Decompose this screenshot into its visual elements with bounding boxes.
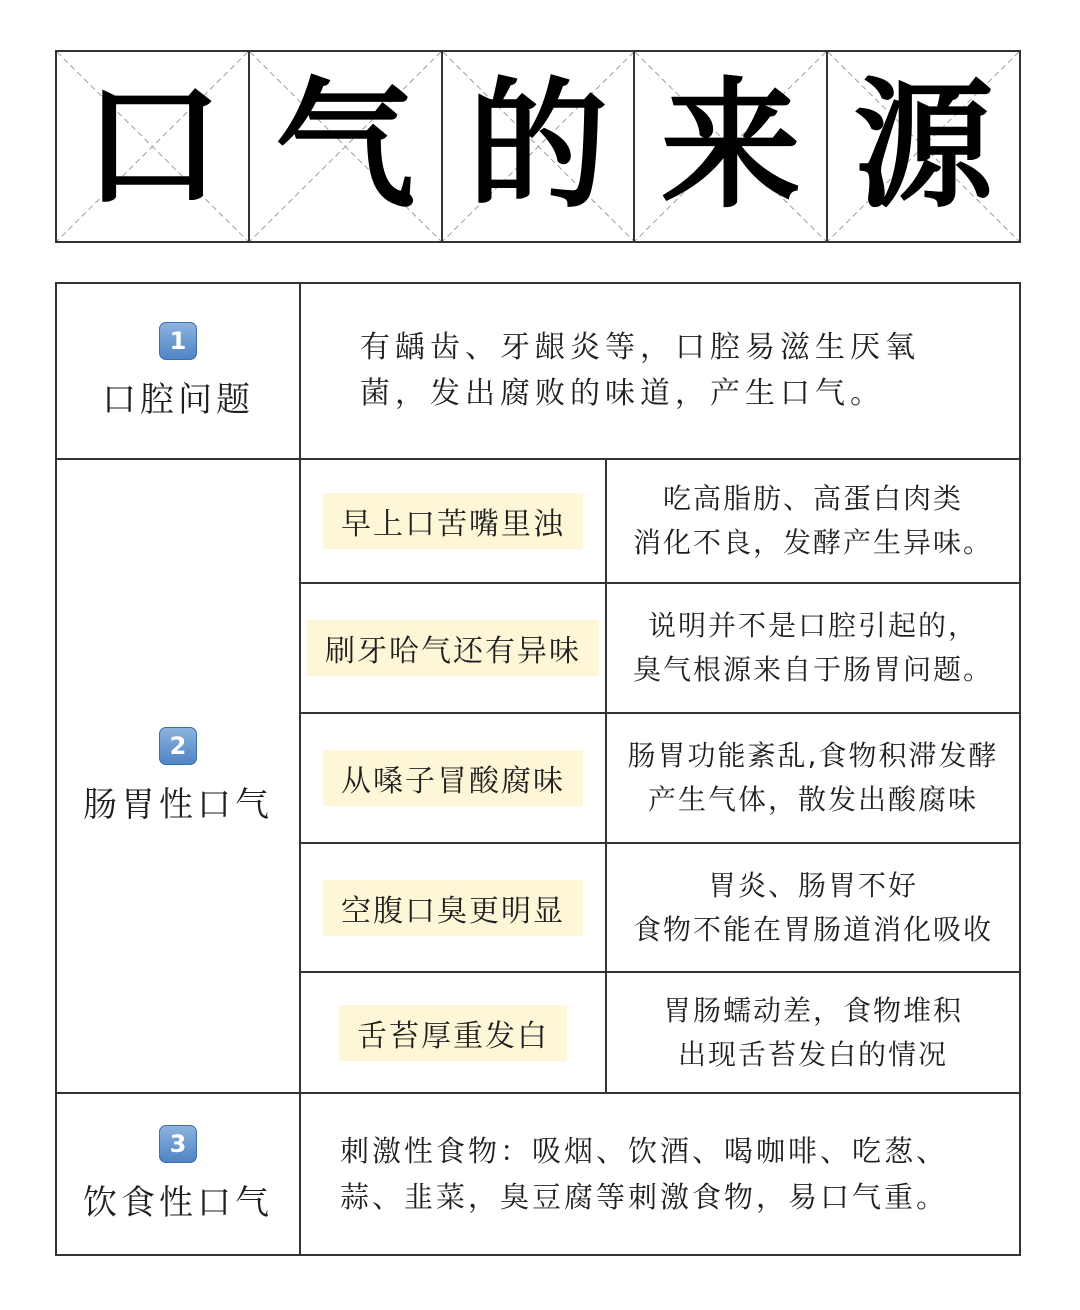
symptom-cell [301,844,607,971]
category-label: 口腔问题 [102,379,254,420]
symptom-row [301,584,1019,714]
explanation-line: 吃高脂肪、高蛋白肉类 [662,482,963,515]
explanation-line: 胃炎、肠胃不好 [707,868,918,902]
symptom-cell [301,973,607,1092]
symptom-label: 空腹口臭更明显 [323,880,583,936]
description-cell [301,1094,1019,1254]
explanation-line: 说明并不是口腔引起的， [647,609,978,642]
title-cell [635,52,828,241]
title-cell [57,52,250,241]
description-line: 有龋齿、牙龈炎等，口腔易滋生厌氧 [360,330,920,365]
title-grid [55,50,1021,243]
explanation-line: 产生气体，散发出酸腐味 [647,783,978,816]
explanation-line: 肠胃功能紊乱,食物积滞发酵 [627,739,999,772]
explanation-cell [607,844,1019,971]
number-badge: 2 [159,727,197,765]
description-line: 刺激性食物：吸烟、饮酒、喝咖啡、吃葱、 [340,1134,949,1168]
table-row-diet [57,1094,1019,1254]
explanation-line: 消化不良，发酵产生异味。 [632,526,993,559]
symptom-cell [301,714,607,842]
title-char: 的 [467,64,608,228]
symptom-row [301,844,1019,973]
title-char: 源 [853,64,994,228]
explanation-cell [607,714,1019,842]
symptom-label: 从嗓子冒酸腐味 [323,750,583,806]
table-row-gastro [57,460,1019,1094]
explanation-cell [607,973,1019,1092]
causes-table [55,282,1021,1256]
description-line: 蒜、韭菜，臭豆腐等刺激食物，易口气重。 [340,1180,949,1214]
explanation-line: 出现舌苔发白的情况 [677,1037,948,1071]
title-cell [828,52,1019,241]
symptom-cell [301,584,607,712]
symptom-cell [301,460,607,582]
symptom-label: 舌苔厚重发白 [339,1005,567,1061]
description-cell [301,284,1019,458]
table-row-oral [57,284,1019,460]
explanation-cell [607,460,1019,582]
category-cell [57,460,301,1092]
category-cell [57,284,301,458]
symptom-label: 早上口苦嘴里浊 [323,493,583,549]
explanation-line: 胃肠蠕动差，食物堆积 [662,993,963,1027]
description-text [360,325,960,417]
symptom-row [301,714,1019,844]
number-badge: 3 [159,1125,197,1163]
description-line: 菌，发出腐败的味道，产生口气。 [360,376,885,411]
explanation-line: 食物不能在胃肠道消化吸收 [632,912,993,946]
symptom-row [301,973,1019,1092]
title-cell [443,52,636,241]
symptom-label: 刷牙哈气还有异味 [307,620,599,676]
title-char: 口 [82,64,223,228]
title-char: 来 [660,64,801,228]
title-cell [250,52,443,241]
category-label: 肠胃性口气 [83,784,273,825]
explanation-line: 臭气根源来自于肠胃问题。 [632,653,993,686]
explanation-cell [607,584,1019,712]
category-cell [57,1094,301,1254]
symptom-row [301,460,1019,584]
number-badge: 1 [159,322,197,360]
symptom-subtable [301,460,1019,1092]
title-char: 气 [275,64,416,228]
description-text [340,1128,980,1220]
category-label: 饮食性口气 [83,1182,273,1223]
